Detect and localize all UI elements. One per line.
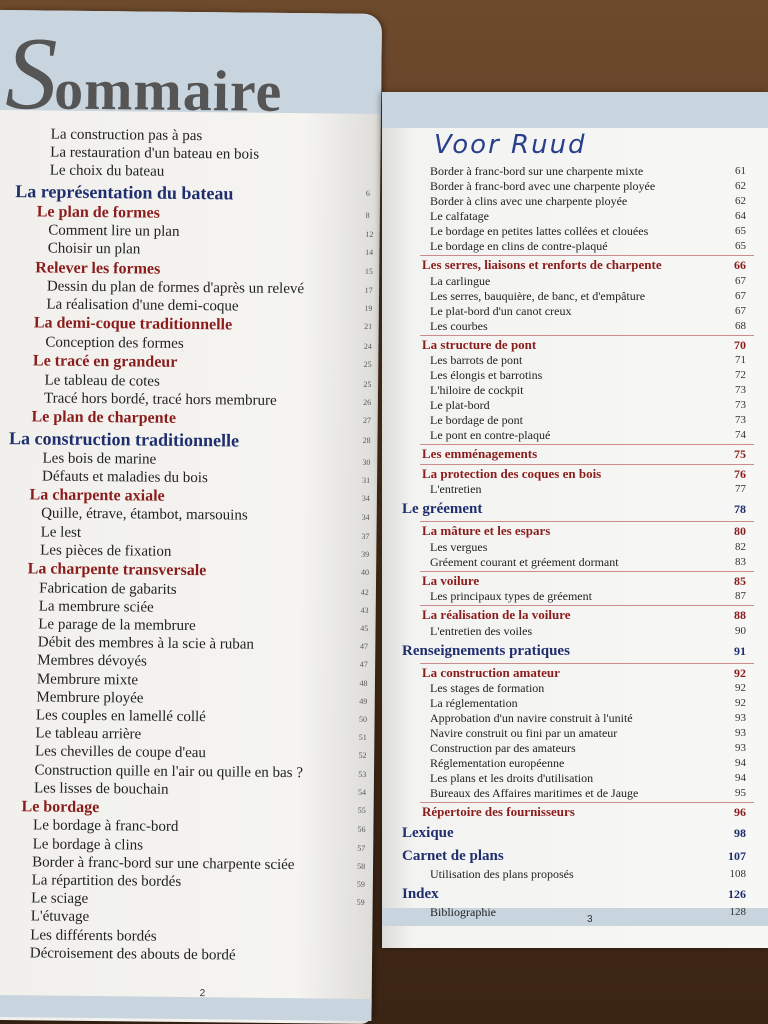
- toc-page-number: 66: [734, 258, 746, 272]
- toc-entry: Décroisement des abouts de bordé: [29, 945, 236, 964]
- toc-page-number: 64: [735, 210, 746, 222]
- header-band: [382, 92, 768, 128]
- toc-page-number: 70: [734, 337, 746, 352]
- toc-subsection: La charpente axiale: [29, 486, 165, 505]
- toc-entry: La réglementation: [430, 696, 518, 710]
- toc-page-number: 30: [362, 457, 371, 467]
- toc-entry: Bibliographie: [430, 904, 496, 919]
- toc-entry: L'entretien: [430, 482, 482, 496]
- toc-entry: Le lest: [40, 524, 82, 541]
- toc-page-number: 65: [735, 240, 746, 252]
- toc-page-number: 73: [735, 384, 746, 396]
- toc-page-number: 74: [735, 429, 746, 441]
- toc-subsection: La protection des coques en bois: [422, 465, 602, 481]
- toc-page-number: 91: [734, 643, 746, 658]
- toc-section: Index: [402, 885, 439, 902]
- toc-page-number: 93: [735, 727, 746, 739]
- toc-section: Le gréement: [402, 501, 483, 517]
- section-divider: [420, 464, 754, 465]
- toc-page-number: 67: [735, 304, 746, 317]
- toc-entry: Bureaux des Affaires maritimes et de Jauge: [430, 786, 639, 800]
- toc-entry: Border à clins avec une charpente ployée: [430, 194, 628, 208]
- toc-entry: Les barrots de pont: [430, 353, 523, 367]
- toc-entry: Réglementation européenne: [430, 756, 565, 770]
- toc-page-number: 47: [359, 641, 369, 651]
- footer-band: [0, 995, 372, 1021]
- toc-entry: Navire construit ou fini par un amateur: [430, 726, 618, 740]
- handwritten-dedication: Voor Ruud: [434, 130, 587, 160]
- section-divider: [420, 802, 754, 803]
- toc-page-number: 73: [735, 414, 746, 426]
- toc-page-number: 59: [356, 897, 365, 908]
- toc-page-number: 34: [361, 513, 370, 523]
- toc-page-number: 88: [734, 608, 746, 622]
- toc-subsection: La charpente transversale: [27, 560, 207, 580]
- toc-entry: La construction pas à pas: [50, 126, 203, 145]
- toc-entry: Construction par des amateurs: [430, 741, 576, 755]
- toc-page-number: 39: [361, 549, 370, 559]
- toc-entry: Quille, étrave, étambot, marsouins: [41, 505, 248, 525]
- toc-entry: Les pièces de fixation: [40, 542, 172, 560]
- toc-page-number: 43: [360, 605, 369, 615]
- toc-page-number: 94: [735, 772, 746, 784]
- toc-page-number: 14: [365, 248, 374, 258]
- toc-entry: Les élongis et barrotins: [430, 368, 543, 382]
- toc-page-number: 96: [734, 805, 746, 819]
- toc-subsection: Le plan de formes: [36, 202, 160, 222]
- toc-page-number: 92: [735, 697, 746, 709]
- toc-entry: Le choix du bateau: [49, 162, 165, 181]
- toc-entry: Construction quille en l'air ou quille en bas ?: [34, 761, 304, 781]
- toc-page-number: 55: [357, 805, 366, 815]
- toc-entry: Membrure ployée: [36, 689, 144, 707]
- toc-page-number: 77: [735, 483, 746, 495]
- toc-page-number: 48: [359, 678, 368, 688]
- section-divider: [420, 571, 754, 572]
- title-initial: S: [4, 16, 59, 132]
- toc-page-number: 40: [360, 567, 370, 577]
- toc-page-number: 98: [734, 825, 746, 840]
- toc-entry: Les stages de formation: [430, 681, 545, 695]
- toc-page-number: 58: [357, 861, 366, 871]
- section-divider: [420, 335, 754, 336]
- toc-entry: L'entretien des voiles: [430, 623, 533, 638]
- toc-page-number: 26: [363, 397, 372, 407]
- toc-entry: Les principaux types de gréement: [430, 589, 592, 603]
- toc-entry: Border à franc-bord avec une charpente ployée: [430, 179, 656, 193]
- toc-entry: Le calfatage: [430, 209, 489, 223]
- toc-entry: Le bordage à franc-bord: [33, 817, 179, 836]
- toc-subsection: La réalisation de la voilure: [422, 607, 571, 622]
- toc-page-number: 49: [359, 696, 368, 706]
- toc-page-number: 94: [735, 757, 746, 769]
- toc-page-number: 83: [735, 555, 746, 568]
- toc-page-number: 93: [735, 712, 746, 724]
- toc-entry: Le tableau arrière: [35, 725, 142, 743]
- toc-entry: Border à franc-bord sur une charpente mixte: [430, 164, 644, 178]
- toc-entry: Les lisses de bouchain: [33, 780, 169, 798]
- toc-section: La représentation du bateau: [15, 180, 234, 204]
- toc-page-number: 12: [365, 229, 374, 240]
- toc-page-number: 82: [735, 540, 746, 553]
- toc-entry: Les vergues: [430, 539, 488, 554]
- toc-entry: Choisir un plan: [47, 240, 141, 258]
- toc-page-number: 71: [735, 354, 746, 366]
- toc-page-number: 67: [735, 274, 746, 287]
- toc-entry: Le tableau de cotes: [44, 372, 160, 390]
- toc-page-number: 37: [361, 531, 370, 541]
- toc-entry: La membrure sciée: [38, 598, 154, 616]
- toc-entry: Les bois de marine: [42, 449, 157, 468]
- toc-page-number: 85: [734, 573, 746, 588]
- toc-entry: Comment lire un plan: [48, 222, 180, 240]
- toc-page-number: 92: [734, 665, 746, 680]
- toc-page-number: 65: [735, 225, 746, 237]
- toc-page-number: 25: [363, 359, 372, 370]
- toc-entry: Le bordage à clins: [32, 835, 144, 854]
- toc-page-number: 42: [360, 587, 369, 597]
- page-number: 2: [199, 988, 206, 1000]
- toc-entry: La réalisation d'une demi-coque: [46, 296, 239, 315]
- toc-page-number: 107: [728, 848, 746, 863]
- toc-entry: Le plat-bord: [430, 398, 490, 412]
- toc-subsection: La structure de pont: [422, 336, 537, 352]
- toc-page-number: 92: [735, 682, 746, 694]
- toc-page-number: 15: [364, 266, 373, 276]
- toc-page-number: 6: [365, 188, 370, 198]
- toc-subsection: La construction amateur: [422, 664, 560, 680]
- toc-entry: La restauration d'un bateau en bois: [50, 144, 260, 163]
- toc-page-number: 45: [360, 623, 369, 633]
- toc-page-number: 53: [358, 769, 367, 779]
- toc-entry: L'étuvage: [30, 908, 90, 926]
- toc-page-number: 21: [364, 322, 373, 332]
- section-divider: [420, 605, 754, 606]
- toc-page-number: 34: [361, 493, 371, 503]
- toc-entry: Les plans et les droits d'utilisation: [430, 771, 594, 785]
- toc-page-number: 52: [358, 751, 367, 761]
- toc-entry: Les chevilles de coupe d'eau: [34, 743, 207, 762]
- toc-page-number: 47: [359, 660, 368, 670]
- toc-entry: Le bordage en petites lattes collées et clouées: [430, 224, 649, 238]
- toc-section: Carnet de plans: [402, 847, 504, 864]
- section-divider: [420, 521, 754, 522]
- title-rest: ommaire: [53, 56, 283, 124]
- toc-page-number: 25: [363, 379, 372, 389]
- toc-page-number: 24: [363, 341, 372, 351]
- page-number: 3: [587, 914, 593, 925]
- toc-entry: Membres dévoyés: [37, 652, 147, 670]
- toc-entry: Dessin du plan de formes d'après un relevé: [46, 278, 305, 298]
- toc-page-number: 80: [734, 524, 746, 538]
- toc-page-number: 19: [364, 304, 373, 314]
- toc-page-number: 57: [357, 843, 366, 853]
- toc-entry: Le parage de la membrure: [38, 616, 196, 634]
- toc-subsection: Le plan de charpente: [31, 408, 177, 427]
- toc-subsection: La mâture et les espars: [422, 523, 551, 538]
- toc-subsection: Le bordage: [21, 798, 100, 816]
- toc-page-number: 87: [735, 590, 746, 602]
- toc-entry: Les différents bordés: [30, 926, 157, 945]
- toc-entry: Gréement courant et gréement dormant: [430, 554, 619, 569]
- left-page: [0, 10, 382, 1024]
- toc-page-number: 93: [735, 742, 746, 754]
- toc-page-number: 72: [735, 369, 746, 381]
- toc-entry: Membrure mixte: [36, 670, 139, 688]
- toc-page-number: 28: [362, 435, 371, 445]
- toc-subsection: Les emménagements: [422, 446, 538, 461]
- toc-entry: Les courbes: [430, 318, 488, 333]
- toc-page-number: 31: [362, 475, 371, 485]
- toc-section: Renseignements pratiques: [402, 642, 570, 659]
- toc-page-number: 54: [358, 787, 367, 797]
- toc-page-number: 108: [729, 867, 746, 880]
- toc-page-number: 78: [734, 502, 746, 516]
- toc-entry: Le sciage: [31, 890, 89, 908]
- section-divider: [420, 663, 754, 664]
- toc-page-number: 73: [735, 399, 746, 411]
- toc-page-number: 59: [356, 879, 365, 889]
- toc-page-number: 76: [734, 466, 746, 481]
- toc-entry: Le plat-bord d'un canot creux: [430, 303, 572, 318]
- section-divider: [420, 444, 754, 445]
- toc-page-number: 75: [734, 447, 746, 461]
- toc-page-number: 56: [357, 825, 366, 835]
- toc-page-number: 68: [735, 319, 746, 332]
- right-page: [382, 92, 768, 948]
- toc-entry: Débit des membres à la scie à ruban: [37, 634, 255, 653]
- toc-page-number: 128: [729, 905, 746, 918]
- toc-entry: Conception des formes: [45, 334, 184, 352]
- toc-entry: Les couples en lamellé collé: [35, 707, 206, 726]
- toc-entry: La répartition des bordés: [31, 872, 182, 890]
- toc-entry: Le bordage de pont: [430, 413, 523, 427]
- toc-page-number: 95: [735, 787, 746, 799]
- toc-entry: Utilisation des plans proposés: [430, 866, 574, 881]
- page-title: [5, 14, 283, 136]
- toc-entry: Approbation d'un navire construit à l'unité: [430, 711, 633, 725]
- section-divider: [420, 255, 754, 256]
- toc-page-number: 62: [735, 195, 746, 207]
- toc-page-number: 67: [735, 289, 746, 302]
- toc-entry: Défauts et maladies du bois: [41, 468, 208, 486]
- toc-subsection: Les serres, liaisons et renforts de charpente: [422, 257, 662, 272]
- toc-page-number: 17: [364, 285, 373, 295]
- toc-section: Lexique: [402, 824, 454, 841]
- toc-subsection: Relever les formes: [35, 258, 161, 278]
- toc-page-number: 51: [358, 732, 367, 742]
- toc-page-number: 50: [358, 714, 368, 724]
- toc-page-number: 8: [365, 210, 370, 220]
- toc-page-number: 27: [362, 415, 372, 425]
- toc-page-number: 62: [735, 180, 746, 192]
- toc-entry: Les serres, bauquière, de banc, et d'empâture: [430, 288, 646, 303]
- toc-entry: Le pont en contre-plaqué: [430, 428, 551, 442]
- toc-entry: Le bordage en clins de contre-plaqué: [430, 239, 608, 253]
- toc-page-number: 61: [735, 165, 746, 177]
- toc-subsection: La demi-coque traditionnelle: [33, 314, 233, 334]
- toc-entry: L'hiloire de cockpit: [430, 383, 524, 397]
- toc-subsection: Répertoire des fournisseurs: [422, 804, 575, 819]
- toc-entry: La carlingue: [430, 273, 491, 288]
- toc-subsection: Le tracé en grandeur: [32, 352, 178, 371]
- toc-entry: Border à franc-bord sur une charpente sciée: [32, 854, 295, 873]
- toc-subsection: La voilure: [422, 572, 480, 588]
- toc-page-number: 126: [728, 886, 746, 901]
- toc-page-number: 90: [735, 624, 746, 637]
- toc-entry: Fabrication de gabarits: [39, 579, 177, 598]
- toc-entry: Tracé hors bordé, tracé hors membrure: [43, 390, 277, 409]
- toc-section: La construction traditionnelle: [8, 427, 240, 451]
